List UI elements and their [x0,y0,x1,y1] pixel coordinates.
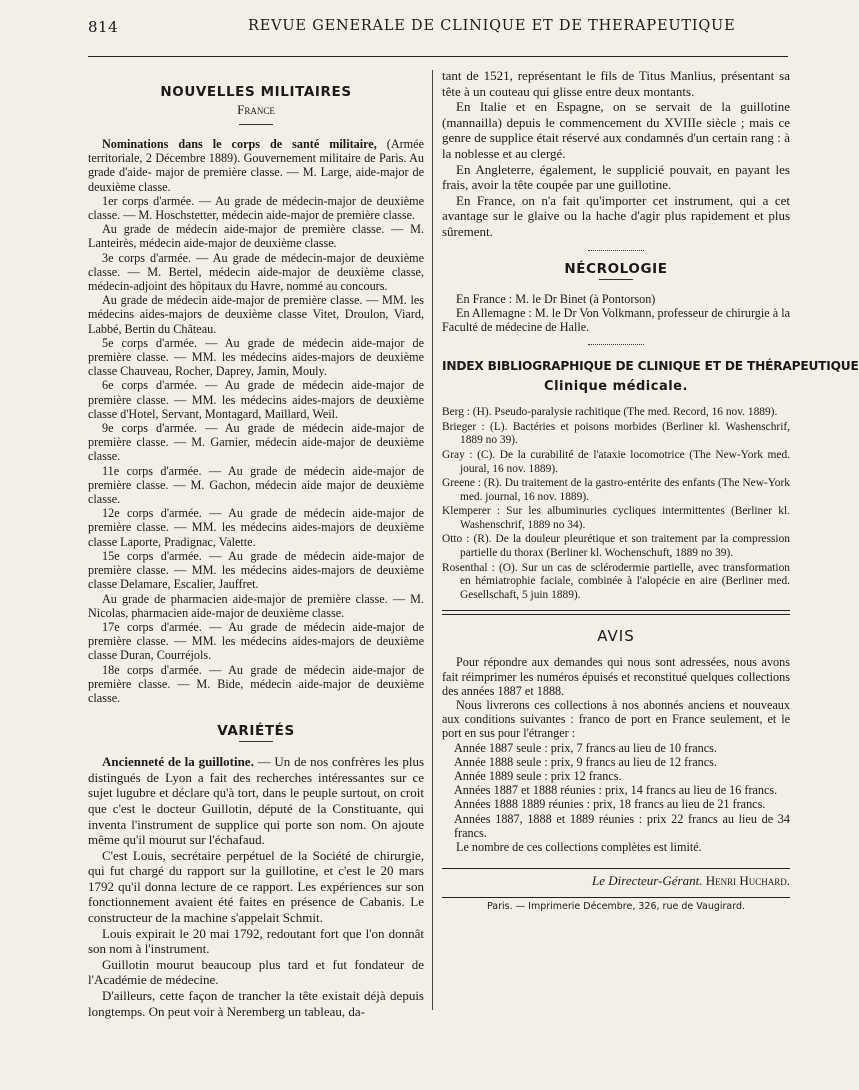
guillotine-continuation-paragraph: En France, on n'a fait qu'importer cet instrument, qui a cet avantage sur le glaive ou la hache d'agir plus rapidement et plus sûrement. [442,192,790,239]
guillotine-continuation [442,68,790,240]
military-paragraph: 6e corps d'armée. — Au grade de médecin aide-major de première classe. — MM. les médecins aides-majors de deuxième classe d'Hotel, Servant, Montagard, Maillard, Weil. [88,378,424,421]
section-rule [239,741,273,742]
right-column [442,68,859,913]
avis-paragraph: Pour répondre aux demandes qui nous sont adressées, nous avons fait réimprimer les numéros épuisés et reconstitué quelques collections des années 1887 et 1888. [442,655,790,698]
military-paragraph: 11e corps d'armée. — Au grade de médecin aide-major de première classe. — M. Gachon, médecin aide major de deuxième classe. [88,463,424,507]
guillotine-continuation-paragraph: tant de 1521, représentant le fils de Titus Manlius, présentant sa tête à un couteau qui glisse entre deux montants. [442,68,790,99]
military-news-heading: NOUVELLES MILITAIRES [160,84,352,100]
avis-price-line: Année 1888 seule : prix, 9 francs au lieu de 12 francs. [454,754,717,769]
imprint-line: Paris. — Imprimerie Décembre, 326, rue de Vaugirard. [442,897,790,912]
military-paragraph: 1er corps d'armée. — Au grade de médecin-major de deuxième classe. — M. Hoschstetter, médecin aide-major de première classe. [88,193,424,223]
left-column [88,68,424,1019]
signature-name: Henri Huchard. [705,873,790,889]
avis-price-line: Années 1888 1889 réunies : prix, 18 francs au lieu de 21 francs. [454,797,766,812]
guillotine-continuation-paragraph: En Italie et en Espagne, on se servait de la guillotine (mannailla) depuis le commencement du XVIIIe siècle ; mais ce genre de supplice était réservé aux condamnés d'un certain rang : à la noblesse et au clergé. [442,99,790,161]
military-paragraph: Au grade de médecin aide-major de première classe. — M. Lanteirès, médecin aide-major de deuxième classe. [88,222,424,251]
section-rule [239,124,273,125]
index-entry: Gray : (C). De la curabilité de l'ataxie locomotrice (The New-York med. joural, 16 nov. 1889). [442,448,790,475]
military-paragraph: 15e corps d'armée. — Au grade de médecin aide-major de première classe. — MM. les médecins aides-majors de deuxième classe Delamare, Escalier, Jauffret. [88,548,424,592]
journal-title: REVUE GENERALE DE CLINIQUE ET DE THERAPEUTIQUE [248,18,736,34]
index-entry: Klemperer : Sur les albuminuries cycliques intermittentes (Berliner kl. Washenschrif, 1889 no 34). [442,505,790,531]
guillotine-article [88,754,424,1019]
index-entry: Rosenthal : (O). Sur un cas de sclérodermie partielle, avec transformation en hémiatrophie faciale, combinée à l'alopécie en aire (Berliner med. Gesellschaft, 5 juin 1889). [442,561,790,601]
military-paragraph: Au grade de médecin aide-major de première classe. — MM. les médecins aides-majors de deuxième classe Vitet, Droulon, Viard, Labbé, Bertin du Château. [88,293,424,336]
military-paragraph: 18e corps d'armée. — Au grade de médecin aide-major de première classe. — M. Bide, médecin aide-major de deuxième classe. [88,662,424,705]
index-heading: INDEX BIBLIOGRAPHIQUE DE CLINIQUE ET DE THÉRAPEUTIQUE [442,359,859,374]
avis-closing: Le nombre de ces collections complètes est limité. [456,840,702,855]
signature [442,868,790,889]
avis-price-line: Année 1889 seule : prix 12 francs. [454,769,622,784]
military-paragraph: 5e corps d'armée. — Au grade de médecin aide-major de première classe. — MM. les médecins aides-majors de deuxième classe Chauveau, Rocher, Daprey, Jamin, Mouly. [88,335,424,379]
page-header [0,18,800,42]
military-paragraph: 17e corps d'armée. — Au grade de médecin aide-major de première classe. — MM. les médecins aides-majors de deuxième classe Duran, Courréjols. [88,619,424,663]
page-number: 814 [88,18,119,36]
necrologie-entry: En France : M. le Dr Binet (à Pontorson) [456,291,656,306]
ornamental-rule [588,344,644,345]
military-paragraph: 12e corps d'armée. — Au grade de médecin aide-major de première classe. — MM. les médecins aides-majors de deuxième classe Laporte, Pradignac, Valette. [88,506,424,549]
guillotine-continuation-paragraph: En Angleterre, également, le supplicié pouvait, en payant les frais, avoir la tête coupée par une guillotine. [442,161,790,193]
signature-role: Le Directeur-Gérant. [592,873,703,889]
avis-paragraph: Nous livrerons ces collections à nos abonnés anciens et nouveaux aux conditions suivantes : franco de port en France seulement, et le port en sus pour l'étranger : [442,698,790,741]
avis-price-line: Années 1887, 1888 et 1889 réunies : prix 22 francs au lieu de 34 francs. [454,811,790,840]
column-divider [432,70,433,1010]
necrologie-heading: NÉCROLOGIE [564,260,668,277]
index-entry: Greene : (R). Du traitement de la gastro-entérite des enfants (The New-York med. journal, 16 nov. 1889). [442,477,790,503]
guillotine-title: Ancienneté de la guillotine. [102,754,254,770]
guillotine-paragraph: C'est Louis, secrétaire perpétuel de la Société de chirurgie, qui fut chargé du rapport sur la guillotine, et c'est le 20 mars 1792 qu'il donna lecture de ce rapport. Les expériences sur son fonctionnement avaient été faites en présence de Cabanis. Le constructeur de la machine s'appelait Schmit. [88,847,424,926]
index-entry: Otto : (R). De la douleur pleurétique et son traitement par la compression partielle du thorax (Berliner kl. Wochenschuft, 1889 no 39). [442,533,790,560]
index-entries [442,406,790,602]
index-entry: Berg : (H). Pseudo-paralysie rachitique (The med. Record, 16 nov. 1889). [442,406,778,419]
military-paragraph: 9e corps d'armée. — Au grade de médecin aide-major de première classe. — M. Garnier, médecin aide-major de deuxième classe. [88,421,424,464]
section-rule [599,279,633,280]
military-news-subheading: France [237,102,275,117]
guillotine-paragraph: D'ailleurs, cette façon de trancher la tête existait déjà depuis longtemps. On peut voir à Neremberg un tableau, da- [88,988,424,1019]
ornamental-rule [588,250,644,251]
index-subheading: Clinique médicale. [544,379,688,395]
avis-price-line: Années 1887 et 1888 réunies : prix, 14 francs au lieu de 16 francs. [454,783,778,798]
varietes-heading: VARIÉTÉS [217,723,295,740]
double-rule [442,610,790,615]
military-lead-text: (Armée territoriale, 2 Décembre 1889). Gouvernement militaire de Paris. Au grade d'aide- major de première classe. — M. Large, aide-major de deuxième classe. [88,137,424,194]
avis-heading: AVIS [597,627,635,646]
military-lead-title: Nominations dans le corps de santé militaire, [102,137,377,151]
military-paragraph: 3e corps d'armée. — Au grade de médecin-major de deuxième classe. — M. Bertel, médecin aide-major de deuxième classe, médecin-adjoint des hôpitaux du Havre, nommé au concours. [88,250,424,294]
header-rule [88,56,788,57]
guillotine-paragraph: Louis expirait le 20 mai 1792, redoutant fort que l'on donnât son nom à l'instrument. [88,925,424,957]
index-entry: Brieger : (L). Bactéries et poisons morbides (Berliner kl. Washenschrif, 1889 no 39). [442,420,790,447]
guillotine-lead [88,754,424,848]
military-lead [88,137,424,194]
military-paragraph: Au grade de pharmacien aide-major de première classe. — M. Nicolas, pharmacien aide-major de deuxième classe. [88,591,424,620]
guillotine-lead-text: — Un de nos confrères les plus distingués de Lyon a fait des recherches intéressantes sur ce sujet lugubre et déclare qu'à tort, dans le peuple surtout, on croit que c'est le docteur Guillotin, député de la Constituante, qui inventa l'instrument de supplice qui porte son nom. On ajoute même qu'il mourut sur l'échafaud. [88,754,425,848]
avis-price-line: Année 1887 seule : prix, 7 francs au lieu de 10 francs. [454,740,717,755]
necrologie-entry: En Allemagne : M. le Dr Von Volkmann, professeur de chirurgie à la Faculté de médecine de Halle. [442,305,790,334]
guillotine-paragraph: Guillotin mourut beaucoup plus tard et fut fondateur de l'Académie de médecine. [88,956,424,988]
